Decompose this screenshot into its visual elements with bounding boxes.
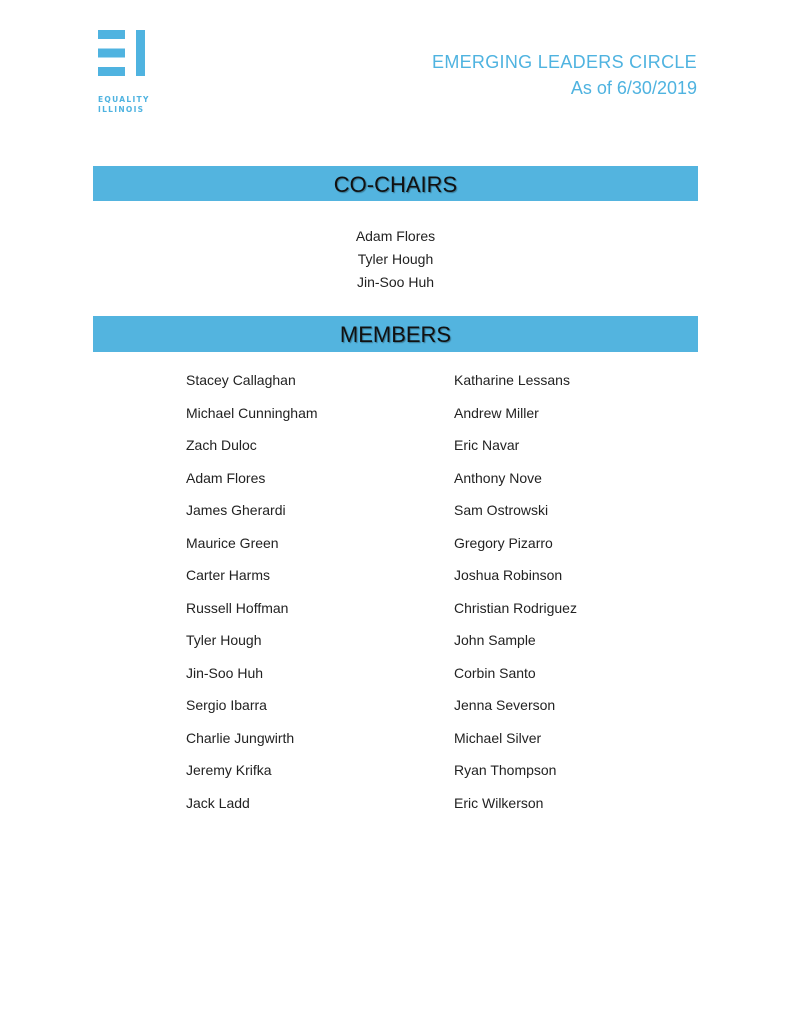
member-name: Sergio Ibarra bbox=[186, 697, 267, 713]
member-name: Ryan Thompson bbox=[454, 762, 557, 778]
member-name: Eric Navar bbox=[454, 437, 520, 453]
member-name: Sam Ostrowski bbox=[454, 502, 549, 518]
logo-wordmark bbox=[98, 95, 150, 115]
member-name: Maurice Green bbox=[186, 534, 279, 551]
cochair-name: Adam Flores bbox=[355, 228, 436, 244]
equality-illinois-logo bbox=[98, 30, 158, 116]
member-name: Charlie Jungwirth bbox=[186, 729, 295, 746]
member-name: Carter Harms bbox=[186, 567, 271, 583]
ei-logo-mark-icon bbox=[98, 30, 146, 76]
member-name: Tyler Hough bbox=[186, 632, 262, 648]
cochair-name: Jin-Soo Huh bbox=[356, 274, 435, 290]
member-name: Jack Ladd bbox=[186, 794, 250, 811]
document-header bbox=[432, 49, 697, 101]
members-heading: MEMBERS bbox=[93, 316, 698, 352]
members-column-left bbox=[186, 369, 318, 824]
cochair-name: Tyler Hough bbox=[357, 251, 434, 267]
logo-line-2: ILLINOIS bbox=[98, 105, 145, 114]
as-of-date: As of 6/30/2019 bbox=[570, 78, 697, 98]
member-name: James Gherardi bbox=[186, 502, 286, 518]
member-name: Stacey Callaghan bbox=[186, 372, 296, 388]
member-name: Jin-Soo Huh bbox=[186, 664, 264, 681]
logo-line-1: EQUALITY bbox=[98, 95, 150, 104]
member-name: Katharine Lessans bbox=[454, 372, 570, 388]
member-name: Gregory Pizarro bbox=[454, 534, 553, 551]
member-name: Zach Duloc bbox=[186, 437, 257, 453]
member-name: Jenna Severson bbox=[454, 697, 556, 713]
member-name: Anthony Nove bbox=[454, 469, 542, 486]
cochairs-list bbox=[93, 225, 698, 294]
member-name: Joshua Robinson bbox=[454, 567, 563, 583]
member-name: Michael Silver bbox=[454, 729, 542, 746]
member-name: Andrew Miller bbox=[454, 404, 539, 421]
members-column-right bbox=[454, 369, 577, 824]
member-name: John Sample bbox=[454, 632, 536, 648]
document-title: EMERGING LEADERS CIRCLE bbox=[432, 52, 697, 72]
member-name: Michael Cunningham bbox=[186, 404, 318, 421]
member-name: Christian Rodriguez bbox=[454, 599, 577, 616]
member-name: Russell Hoffman bbox=[186, 599, 289, 616]
cochairs-heading: CO-CHAIRS bbox=[93, 166, 698, 201]
member-name: Jeremy Krifka bbox=[186, 762, 272, 778]
member-name: Corbin Santo bbox=[454, 664, 536, 681]
member-name: Adam Flores bbox=[186, 469, 266, 486]
member-name: Eric Wilkerson bbox=[454, 794, 544, 811]
